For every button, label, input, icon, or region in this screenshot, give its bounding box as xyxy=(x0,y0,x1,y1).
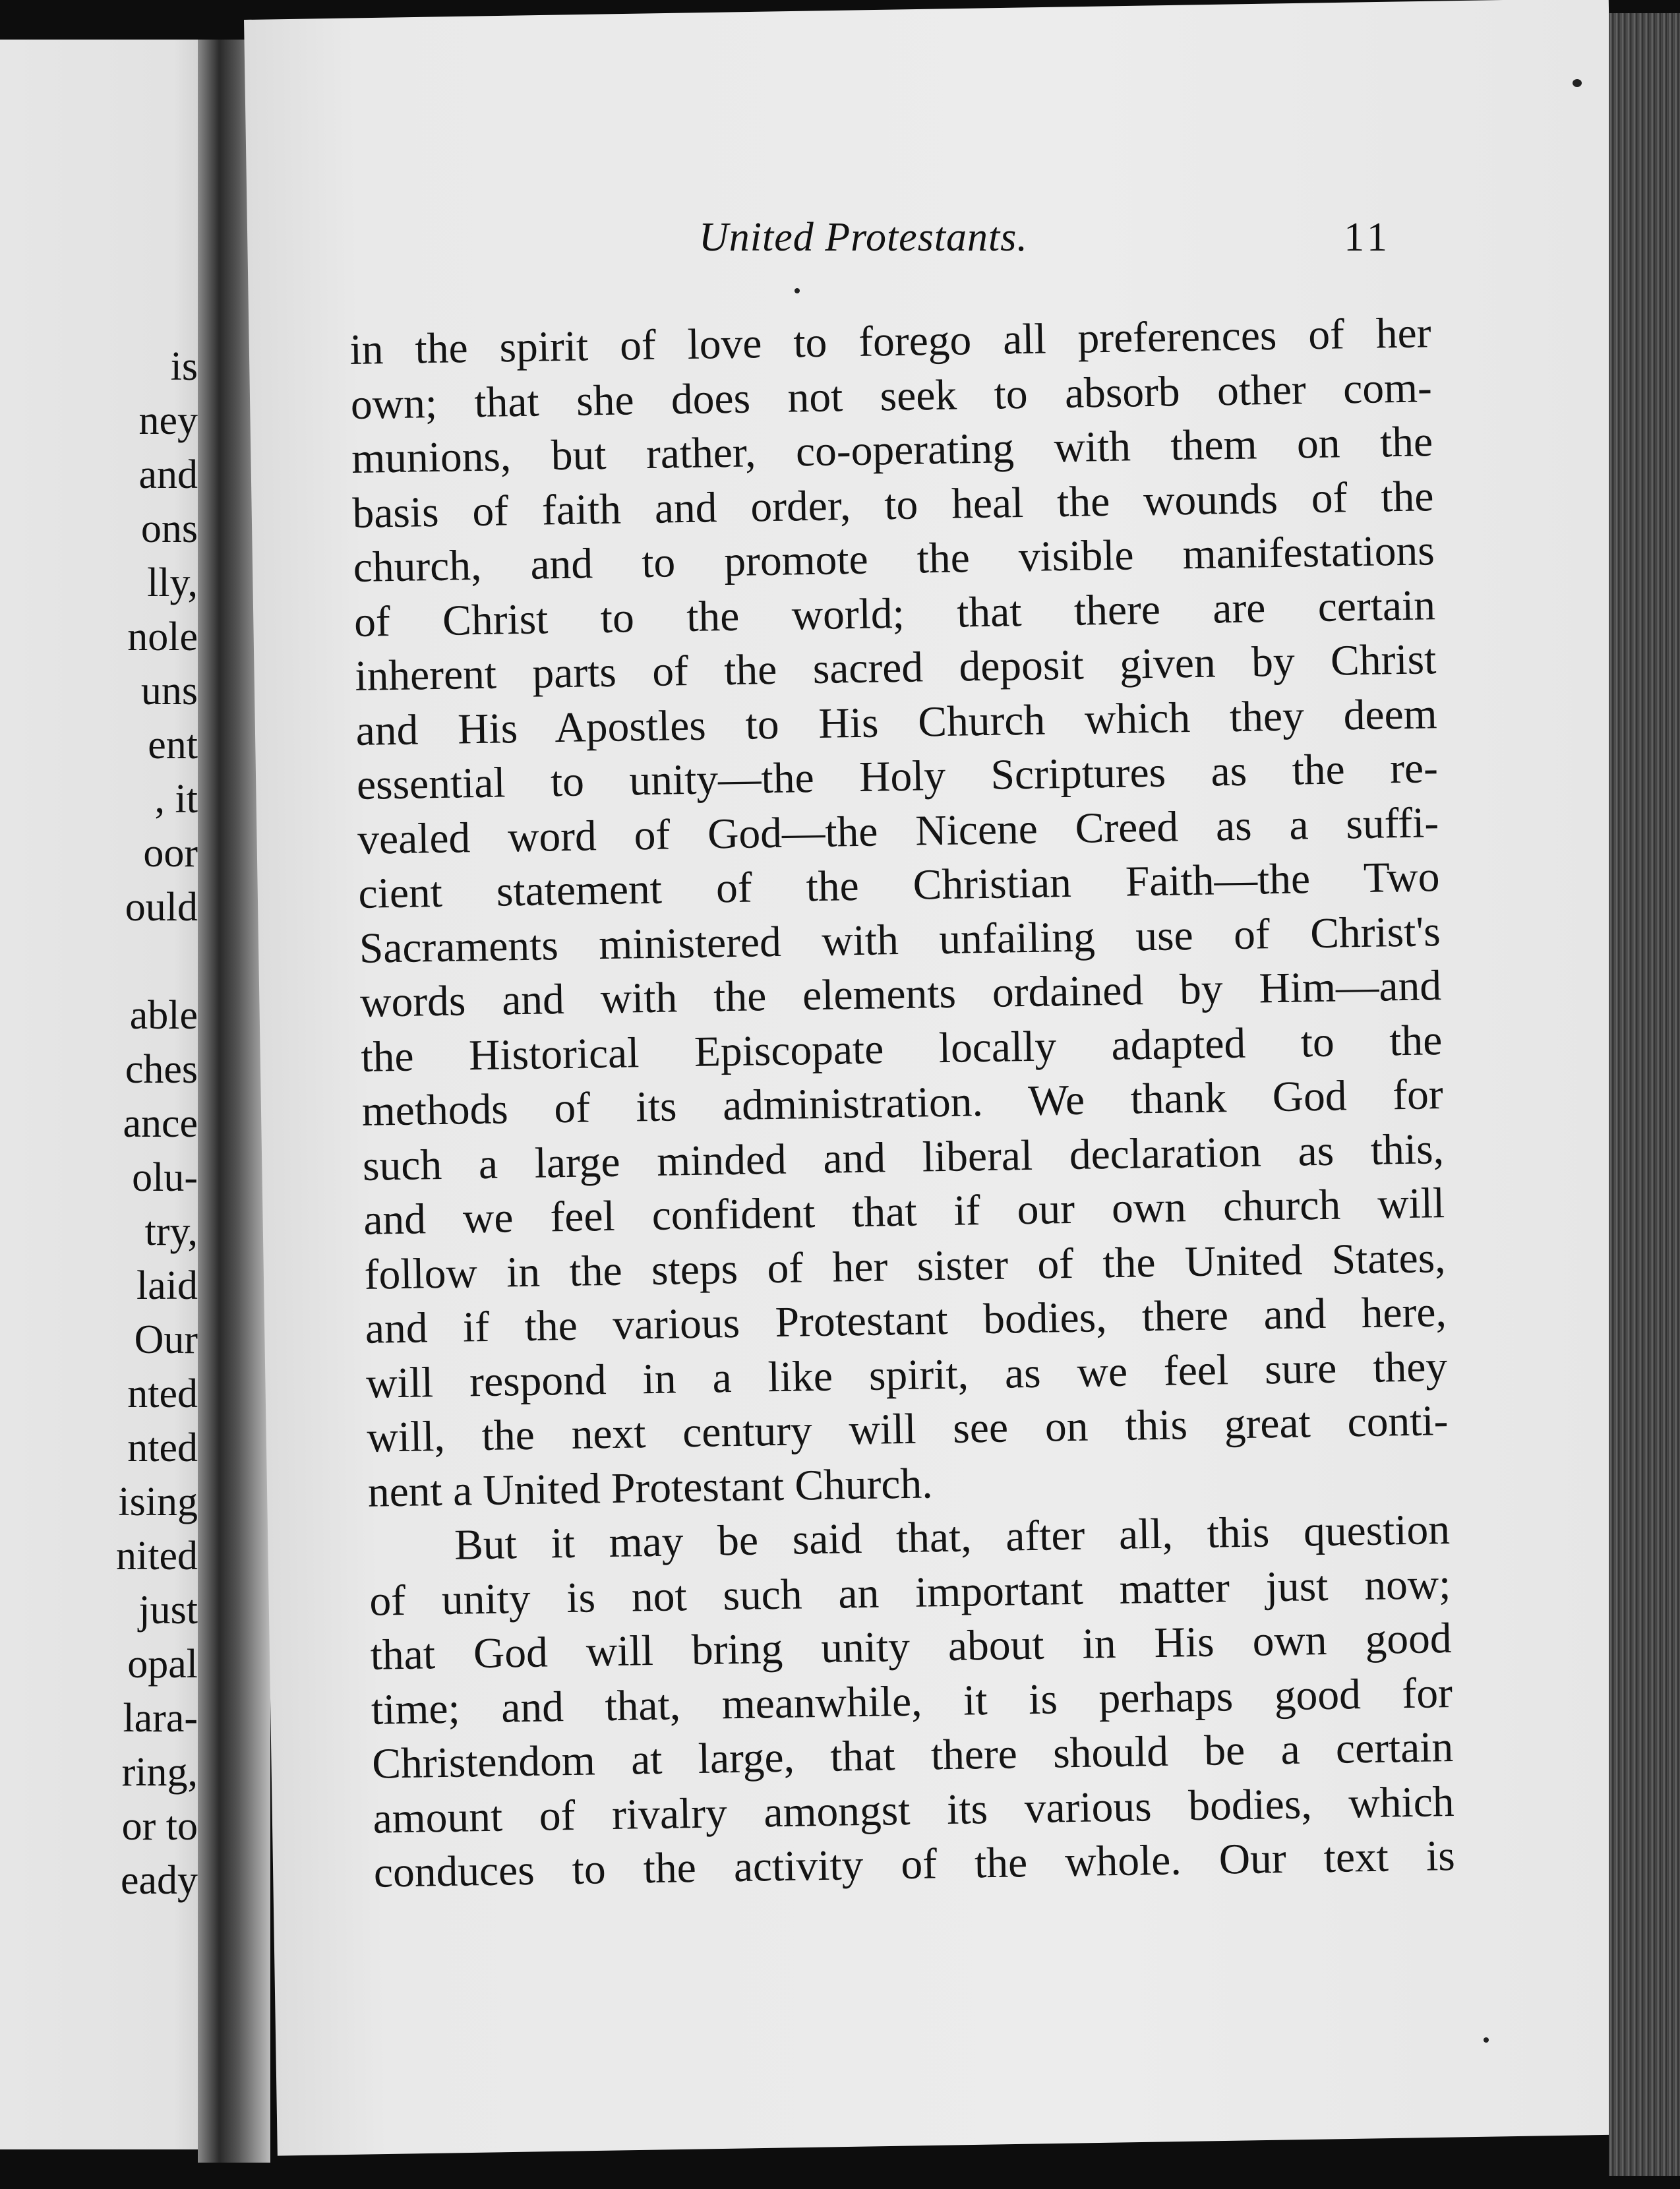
facing-page-fragment: uns xyxy=(140,669,198,713)
facing-page-fragment: nted xyxy=(127,1371,198,1416)
text-line: such a large minded and liberal declaration as this, xyxy=(362,1125,1445,1190)
facing-page-fragment: ising xyxy=(118,1480,198,1524)
text-line: church, and to promote the visible manifestations xyxy=(353,527,1435,591)
facing-page-fragment: opal xyxy=(127,1642,198,1687)
text-line: follow in the steps of her sister of the United States, xyxy=(364,1234,1447,1299)
text-line: that God will bring unity about in His own good xyxy=(370,1614,1453,1679)
facing-page-fragment: olu- xyxy=(132,1155,198,1200)
text-line: vealed word of God—the Nicene Creed as a suffi- xyxy=(357,798,1439,864)
text-line: will, the next century will see on this great conti- xyxy=(366,1397,1449,1462)
text-line: nent a United Protestant Church. xyxy=(367,1459,934,1516)
facing-page-fragment: lly, xyxy=(147,560,198,605)
running-head-title: United Protestants. xyxy=(699,215,1028,260)
facing-page-fragment: or to xyxy=(121,1804,198,1849)
facing-page-fragment: just xyxy=(138,1588,198,1633)
scan-speck xyxy=(1573,79,1582,87)
text-line: Sacraments ministered with unfailing use of Christ's xyxy=(359,907,1441,973)
text-line: munions, but rather, co-operating with them on the xyxy=(351,418,1433,483)
text-line: essential to unity—the Holy Scriptures as the re- xyxy=(356,744,1439,809)
facing-page-fragment: Our xyxy=(134,1317,198,1362)
facing-page xyxy=(0,40,218,2149)
facing-page-fragment: laid xyxy=(136,1263,198,1308)
text-line: and His Apostles to His Church which they deem xyxy=(355,690,1438,755)
facing-page-fragment: oor xyxy=(143,831,198,876)
text-line: conduces to the activity of the whole. Our text is xyxy=(373,1832,1456,1897)
facing-page-fragment: ney xyxy=(138,398,198,443)
facing-page-fragment: try, xyxy=(144,1209,198,1254)
text-line: the Historical Episcopate locally adapted to the xyxy=(360,1016,1443,1081)
text-line: and if the various Protestant bodies, there and here, xyxy=(365,1288,1447,1353)
text-line: will respond in a like spirit, as we feel sure they xyxy=(365,1342,1448,1408)
facing-page-fragment: nted xyxy=(127,1425,198,1470)
facing-page-fragment: nited xyxy=(116,1534,198,1578)
text-line: of Christ to the world; that there are certain xyxy=(353,581,1436,646)
facing-page-fragment: nole xyxy=(127,615,198,659)
page-number: 11 xyxy=(1344,215,1391,260)
facing-page-fragment: is xyxy=(170,344,198,389)
text-line: and we feel confident that if our own church will xyxy=(363,1180,1445,1244)
facing-page-fragment: , it xyxy=(154,777,198,822)
scan-speck xyxy=(795,288,800,293)
text-line: amount of rivalry amongst its various bodies, which xyxy=(373,1778,1455,1843)
text-line: inherent parts of the sacred deposit given by Christ xyxy=(354,636,1437,700)
facing-page-fragment: ring, xyxy=(121,1750,198,1795)
facing-page-fragment: lara- xyxy=(123,1696,198,1741)
facing-page-fragment: ches xyxy=(125,1047,198,1092)
facing-page-fragment: ons xyxy=(140,506,198,551)
text-line: in the spirit of love to forego all preferences of her xyxy=(349,309,1432,374)
facing-page-fragment: able xyxy=(129,993,198,1038)
facing-page-fragment: and xyxy=(138,452,198,497)
text-line: time; and that, meanwhile, it is perhaps good for xyxy=(371,1669,1453,1734)
text-line: But it may be said that, after all, this question xyxy=(454,1506,1451,1569)
text-line: of unity is not such an important matter just now; xyxy=(369,1560,1451,1625)
text-line: methods of its administration. We thank God for xyxy=(361,1071,1444,1135)
text-line: Christendom at large, that there should be a certain xyxy=(371,1723,1454,1788)
facing-page-fragment: ance xyxy=(123,1101,198,1146)
text-line: basis of faith and order, to heal the wounds of the xyxy=(351,472,1434,537)
text-line: cient statement of the Christian Faith—the Two xyxy=(358,853,1440,918)
page-edge-stack xyxy=(1609,13,1680,2176)
facing-page-fragment: ent xyxy=(148,723,198,767)
body-text xyxy=(349,306,1455,1900)
scan-speck xyxy=(1484,2037,1489,2043)
facing-page-fragment: eady xyxy=(120,1858,198,1903)
text-line: own; that she does not seek to absorb other com- xyxy=(350,363,1433,429)
text-line: words and with the elements ordained by Him—and xyxy=(359,962,1442,1027)
facing-page-fragment: ould xyxy=(125,885,198,930)
